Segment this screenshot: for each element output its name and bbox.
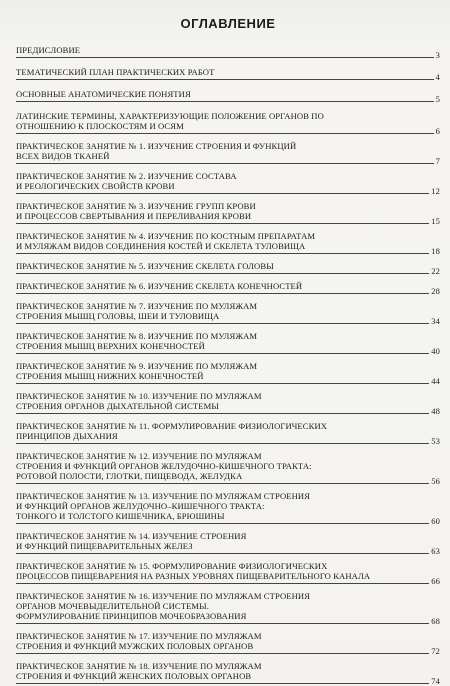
toc-entry-page-number: 18 (431, 246, 440, 256)
toc-entry-page-number: 34 (431, 316, 440, 326)
toc-entry-page-number: 56 (431, 476, 440, 486)
toc-entry-title-line: СТРОЕНИЯ И ФУНКЦИЙ ЖЕНСКИХ ПОЛОВЫХ ОРГАНОВ (16, 671, 252, 681)
toc-entry[interactable] (16, 89, 440, 102)
toc-entry-page-number: 12 (431, 186, 440, 196)
toc-entry-title-line: ПРАКТИЧЕСКОЕ ЗАНЯТИЕ № 5. ИЗУЧЕНИЕ СКЕЛЕТА ГОЛОВЫ (16, 261, 274, 271)
toc-entry[interactable] (16, 531, 440, 554)
toc-entry-title-line: СТРОЕНИЯ И ФУНКЦИЙ ОРГАНОВ ЖЕЛУДОЧНО-КИШЕЧНОГО ТРАКТА: (16, 461, 312, 471)
toc-entry-page-number: 28 (431, 286, 440, 296)
toc-entry-title-line: ПРАКТИЧЕСКОЕ ЗАНЯТИЕ № 6. ИЗУЧЕНИЕ СКЕЛЕТА КОНЕЧНОСТЕЙ (16, 281, 303, 291)
toc-entry-title-line: СТРОЕНИЯ МЫШЦ НИЖНИХ КОНЕЧНОСТЕЙ (16, 371, 204, 381)
toc-entry-title-line: ПРАКТИЧЕСКОЕ ЗАНЯТИЕ № 11. ФОРМУЛИРОВАНИЕ ФИЗИОЛОГИЧЕСКИХ (16, 421, 328, 431)
toc-entry[interactable] (16, 141, 440, 164)
toc-entry-page-number: 6 (435, 126, 440, 136)
toc-entry-title-line: ПРЕДИСЛОВИЕ (16, 45, 81, 55)
toc-entry-title-line: СТРОЕНИЯ МЫШЦ ГОЛОВЫ, ШЕИ И ТУЛОВИЩА (16, 311, 220, 321)
toc-entry-title-line: И ФУНКЦИЙ ОРГАНОВ ЖЕЛУДОЧНО–КИШЕЧНОГО ТРАКТА: (16, 501, 265, 511)
toc-entry-page-number: 72 (431, 646, 440, 656)
toc-entry-page-number: 40 (431, 346, 440, 356)
toc-entry-title-line: ТОНКОГО И ТОЛСТОГО КИШЕЧНИКА, БРЮШИНЫ (16, 511, 225, 521)
toc-entry-title-line: ПРАКТИЧЕСКОЕ ЗАНЯТИЕ № 4. ИЗУЧЕНИЕ ПО КОСТНЫМ ПРЕПАРАТАМ (16, 231, 316, 241)
toc-entry[interactable] (16, 67, 440, 80)
toc-entry-page-number: 22 (431, 266, 440, 276)
toc-entry-title-line: ПРАКТИЧЕСКОЕ ЗАНЯТИЕ № 17. ИЗУЧЕНИЕ ПО МУЛЯЖАМ (16, 631, 262, 641)
toc-entry-title-line: ПРАКТИЧЕСКОЕ ЗАНЯТИЕ № 1. ИЗУЧЕНИЕ СТРОЕНИЯ И ФУНКЦИЙ (16, 141, 297, 151)
toc-entry-page-number: 48 (431, 406, 440, 416)
toc-entry-page-number: 7 (435, 156, 440, 166)
toc-entry-page-number: 63 (431, 546, 440, 556)
toc-entry-title-line: РОТОВОЙ ПОЛОСТИ, ГЛОТКИ, ПИЩЕВОДА, ЖЕЛУДКА (16, 471, 243, 481)
toc-entry-title-line: И ФУНКЦИЙ ПИЩЕВАРИТЕЛЬНЫХ ЖЕЛЕЗ (16, 541, 193, 551)
toc-entry[interactable] (16, 391, 440, 414)
toc-entry-title-line: ПРАКТИЧЕСКОЕ ЗАНЯТИЕ № 16. ИЗУЧЕНИЕ ПО МУЛЯЖАМ СТРОЕНИЯ (16, 591, 311, 601)
toc-entry[interactable] (16, 491, 440, 524)
toc-entry-title-line: ТЕМАТИЧЕСКИЙ ПЛАН ПРАКТИЧЕСКИХ РАБОТ (16, 67, 215, 77)
toc-entry[interactable] (16, 261, 440, 274)
toc-entry-title-line: ПРАКТИЧЕСКОЕ ЗАНЯТИЕ № 7. ИЗУЧЕНИЕ ПО МУЛЯЖАМ (16, 301, 258, 311)
toc-entry-title-line: ПРАКТИЧЕСКОЕ ЗАНЯТИЕ № 13. ИЗУЧЕНИЕ ПО МУЛЯЖАМ СТРОЕНИЯ (16, 491, 311, 501)
toc-entry-page-number: 66 (431, 576, 440, 586)
toc-entry-title-line: ПРАКТИЧЕСКОЕ ЗАНЯТИЕ № 10. ИЗУЧЕНИЕ ПО МУЛЯЖАМ (16, 391, 262, 401)
toc-entry[interactable] (16, 201, 440, 224)
toc-entry-title-line: ОСНОВНЫЕ АНАТОМИЧЕСКИЕ ПОНЯТИЯ (16, 89, 191, 99)
toc-entry-title-line: ПРАКТИЧЕСКОЕ ЗАНЯТИЕ № 8. ИЗУЧЕНИЕ ПО МУЛЯЖАМ (16, 331, 258, 341)
toc-entry-page-number: 60 (431, 516, 440, 526)
toc-entry[interactable] (16, 301, 440, 324)
toc-entry-title-line: ОРГАНОВ МОЧЕВЫДЕЛИТЕЛЬНОЙ СИСТЕМЫ. (16, 601, 210, 611)
toc-entry-title-line: ПРАКТИЧЕСКОЕ ЗАНЯТИЕ № 3. ИЗУЧЕНИЕ ГРУПП КРОВИ (16, 201, 256, 211)
toc-entry-title-line: И МУЛЯЖАМ ВИДОВ СОЕДИНЕНИЯ КОСТЕЙ И СКЕЛЕТА ТУЛОВИЩА (16, 241, 306, 251)
toc-entry-title-line: ПРАКТИЧЕСКОЕ ЗАНЯТИЕ № 2. ИЗУЧЕНИЕ СОСТАВА (16, 171, 237, 181)
toc-entry[interactable] (16, 45, 440, 58)
toc-entry[interactable] (16, 331, 440, 354)
toc-entry[interactable] (16, 661, 440, 684)
toc-entry-page-number: 5 (435, 94, 440, 104)
toc-entry-title-line: ПРАКТИЧЕСКОЕ ЗАНЯТИЕ № 18. ИЗУЧЕНИЕ ПО МУЛЯЖАМ (16, 661, 262, 671)
toc-entry[interactable] (16, 561, 440, 584)
table-of-contents (16, 45, 440, 684)
toc-entry-title-line: ПРАКТИЧЕСКОЕ ЗАНЯТИЕ № 15. ФОРМУЛИРОВАНИЕ ФИЗИОЛОГИЧЕСКИХ (16, 561, 328, 571)
toc-entry-page-number: 53 (431, 436, 440, 446)
toc-entry[interactable] (16, 171, 440, 194)
page-title: ОГЛАВЛЕНИЕ (180, 16, 276, 31)
toc-entry-title-line: ПРАКТИЧЕСКОЕ ЗАНЯТИЕ № 14. ИЗУЧЕНИЕ СТРОЕНИЯ (16, 531, 247, 541)
toc-entry[interactable] (16, 111, 440, 134)
toc-entry-title-line: ПРОЦЕССОВ ПИЩЕВАРЕНИЯ НА РАЗНЫХ УРОВНЯХ ПИЩЕВАРИТЕЛЬНОГО КАНАЛА (16, 571, 371, 581)
toc-entry-title-line: СТРОЕНИЯ И ФУНКЦИЙ МУЖСКИХ ПОЛОВЫХ ОРГАНОВ (16, 641, 254, 651)
toc-entry-page-number: 4 (435, 72, 440, 82)
toc-entry-page-number: 74 (431, 676, 440, 686)
toc-entry-title-line: ПРАКТИЧЕСКОЕ ЗАНЯТИЕ № 12. ИЗУЧЕНИЕ ПО МУЛЯЖАМ (16, 451, 262, 461)
toc-entry-page-number: 68 (431, 616, 440, 626)
toc-entry[interactable] (16, 361, 440, 384)
toc-entry-title-line: ВСЕХ ВИДОВ ТКАНЕЙ (16, 151, 110, 161)
toc-entry[interactable] (16, 631, 440, 654)
toc-entry-title-line: ПРАКТИЧЕСКОЕ ЗАНЯТИЕ № 9. ИЗУЧЕНИЕ ПО МУЛЯЖАМ (16, 361, 258, 371)
toc-entry[interactable] (16, 591, 440, 624)
toc-entry-title-line: ЛАТИНСКИЕ ТЕРМИНЫ, ХАРАКТЕРИЗУЮЩИЕ ПОЛОЖЕНИЕ ОРГАНОВ ПО (16, 111, 324, 121)
toc-entry[interactable] (16, 231, 440, 254)
toc-entry-title-line: ПРИНЦИПОВ ДЫХАНИЯ (16, 431, 118, 441)
toc-entry-page-number: 3 (435, 50, 440, 60)
toc-entry-title-line: И РЕОЛОГИЧЕСКИХ СВОЙСТВ КРОВИ (16, 181, 175, 191)
toc-entry-title-line: ОТНОШЕНИЮ К ПЛОСКОСТЯМ И ОСЯМ (16, 121, 184, 131)
toc-entry[interactable] (16, 421, 440, 444)
toc-entry-page-number: 44 (431, 376, 440, 386)
toc-entry-title-line: И ПРОЦЕССОВ СВЕРТЫВАНИЯ И ПЕРЕЛИВАНИЯ КРОВИ (16, 211, 252, 221)
toc-entry-title-line: СТРОЕНИЯ МЫШЦ ВЕРХНИХ КОНЕЧНОСТЕЙ (16, 341, 205, 351)
toc-entry-title-line: ФОРМУЛИРОВАНИЕ ПРИНЦИПОВ МОЧЕОБРАЗОВАНИЯ (16, 611, 247, 621)
toc-entry[interactable] (16, 451, 440, 484)
toc-entry-page-number: 15 (431, 216, 440, 226)
toc-entry[interactable] (16, 281, 440, 294)
toc-entry-title-line: СТРОЕНИЯ ОРГАНОВ ДЫХАТЕЛЬНОЙ СИСТЕМЫ (16, 401, 219, 411)
